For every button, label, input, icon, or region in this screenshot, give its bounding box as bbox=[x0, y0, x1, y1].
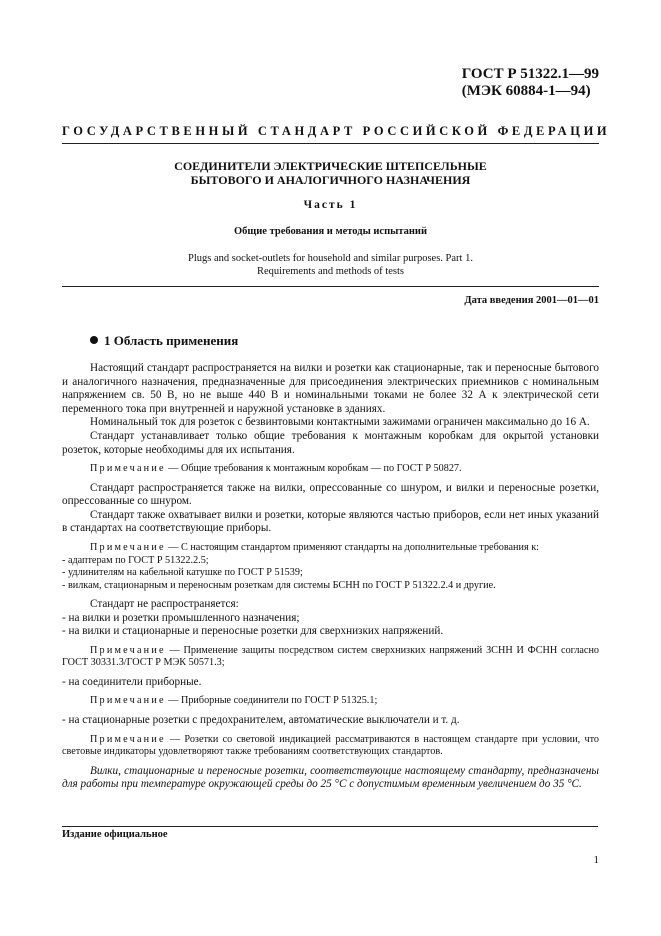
note-2-text: — С настоящим стандартом применяют стандарты на дополнительные требования к: bbox=[165, 542, 539, 554]
paragraph-temperature: Вилки, стационарные и переносные розетки, соответствующие настоящему стандарту, предназначены для работы при температуре окружающей среды до 25 °С с допустимым временным увеличением до 35 °С. bbox=[62, 764, 599, 791]
bullet-icon bbox=[90, 336, 98, 344]
note-1-text: — Общие требования к монтажным коробкам — по ГОСТ Р 50827. bbox=[165, 463, 462, 475]
english-title-line-1: Plugs and socket-outlets for household and similar purposes. Part 1. bbox=[188, 253, 473, 264]
list-item: - удлинителям на кабельной катушке по ГОСТ Р 51539; bbox=[62, 567, 303, 579]
paragraph-cord: Стандарт распространяется также на вилки, опрессованные со шнуром, и вилки и переносные розетки, опрессованные со шнуром. bbox=[62, 481, 599, 508]
list-item: - на вилки и стационарные и переносные розетки для сверхнизких напряжений. bbox=[62, 625, 444, 638]
part-label: Часть 1 bbox=[303, 199, 358, 211]
standard-code-gost: ГОСТ Р 51322.1—99 bbox=[461, 66, 599, 82]
standard-code-iec: (МЭК 60884-1—94) bbox=[461, 83, 591, 99]
list-item: - на соединители приборные. bbox=[62, 675, 202, 688]
paragraph-current-limit: Номинальный ток для розеток с безвинтовыми контактными зажимами ограничен максимально до 16 А. bbox=[90, 416, 590, 429]
paragraph-boxes: Стандарт устанавливает только общие требования к монтажным коробкам для окрытой установки розеток, которые необходимы для их испытания. bbox=[62, 429, 599, 456]
page-number: 1 bbox=[593, 854, 599, 866]
note-5-text: — Розетки со световой индикацией рассматриваются в настоящем стандарте при условии, что световые индикаторы удовлетворяют также требованиям соответствующих стандартов. bbox=[62, 733, 599, 757]
note-2 bbox=[62, 542, 599, 555]
note-label: Примечание bbox=[90, 542, 166, 554]
note-4-text: — Приборные соединители по ГОСТ Р 51325.1; bbox=[165, 695, 378, 707]
document-title bbox=[62, 159, 599, 187]
note-1 bbox=[62, 463, 599, 476]
note-3 bbox=[62, 645, 599, 670]
footer-rule bbox=[62, 826, 598, 827]
list-item: - адаптерам по ГОСТ Р 51322.2.5; bbox=[62, 554, 209, 566]
header-rule bbox=[62, 143, 599, 144]
note-label: Примечание bbox=[90, 733, 166, 745]
edition-label: Издание официальное bbox=[62, 829, 168, 840]
english-title bbox=[62, 252, 599, 278]
note-label: Примечание bbox=[90, 463, 166, 475]
note-label: Примечание bbox=[90, 644, 166, 656]
paragraph-not-applicable: Стандарт не распространяется: bbox=[90, 598, 239, 611]
note-label: Примечание bbox=[90, 695, 166, 707]
document-subtitle: Общие требования и методы испытаний bbox=[233, 226, 428, 237]
list-item: - на стационарные розетки с предохранителем, автоматические выключатели и т. д. bbox=[62, 713, 460, 726]
note-5 bbox=[62, 734, 599, 759]
section-heading bbox=[90, 333, 238, 349]
title-rule bbox=[62, 286, 599, 287]
list-item: - на вилки и розетки промышленного назначения; bbox=[62, 611, 300, 624]
document-title-line-1: СОЕДИНИТЕЛИ ЭЛЕКТРИЧЕСКИЕ ШТЕПСЕЛЬНЫЕ bbox=[174, 159, 487, 173]
paragraph-scope: Настоящий стандарт распространяется на вилки и розетки как стационарные, так и переносные бытового и аналогичного назначения, предназначенные для присоединения электрических приемников с номинальным напряжением св. 50 В, но не выше 440 В и номинальными токами не более 32 А к электрической сети переменного тока при внутренней и наружной установке в зданиях. bbox=[62, 362, 599, 415]
note-3-text: — Применение защиты посредством систем сверхнизких напряжений ЗСНН И ФСНН согласно ГОСТ 30331.3/ГОСТ Р МЭК 50571.3; bbox=[62, 644, 599, 669]
english-title-line-2: Requirements and methods of tests bbox=[257, 266, 404, 277]
section-body bbox=[62, 362, 599, 792]
standard-code bbox=[462, 66, 599, 100]
effective-date: Дата введения 2001—01—01 bbox=[464, 295, 599, 306]
state-standard-title: ГОСУДАРСТВЕННЫЙ СТАНДАРТ РОССИЙСКОЙ ФЕДЕРАЦИИ bbox=[62, 124, 611, 138]
section-heading-text: 1 Область применения bbox=[104, 333, 239, 348]
list-item: - вилкам, стационарным и переносным розеткам для системы БСНН по ГОСТ Р 51322.2.4 и другие. bbox=[62, 579, 496, 591]
note-4 bbox=[62, 695, 599, 708]
document-title-line-2: БЫТОВОГО И АНАЛОГИЧНОГО НАЗНАЧЕНИЯ bbox=[190, 173, 471, 187]
paragraph-appliances: Стандарт также охватывает вилки и розетки, которые являются частью приборов, если нет иных указаний в стандартах на соответствующие приборы. bbox=[62, 508, 599, 535]
